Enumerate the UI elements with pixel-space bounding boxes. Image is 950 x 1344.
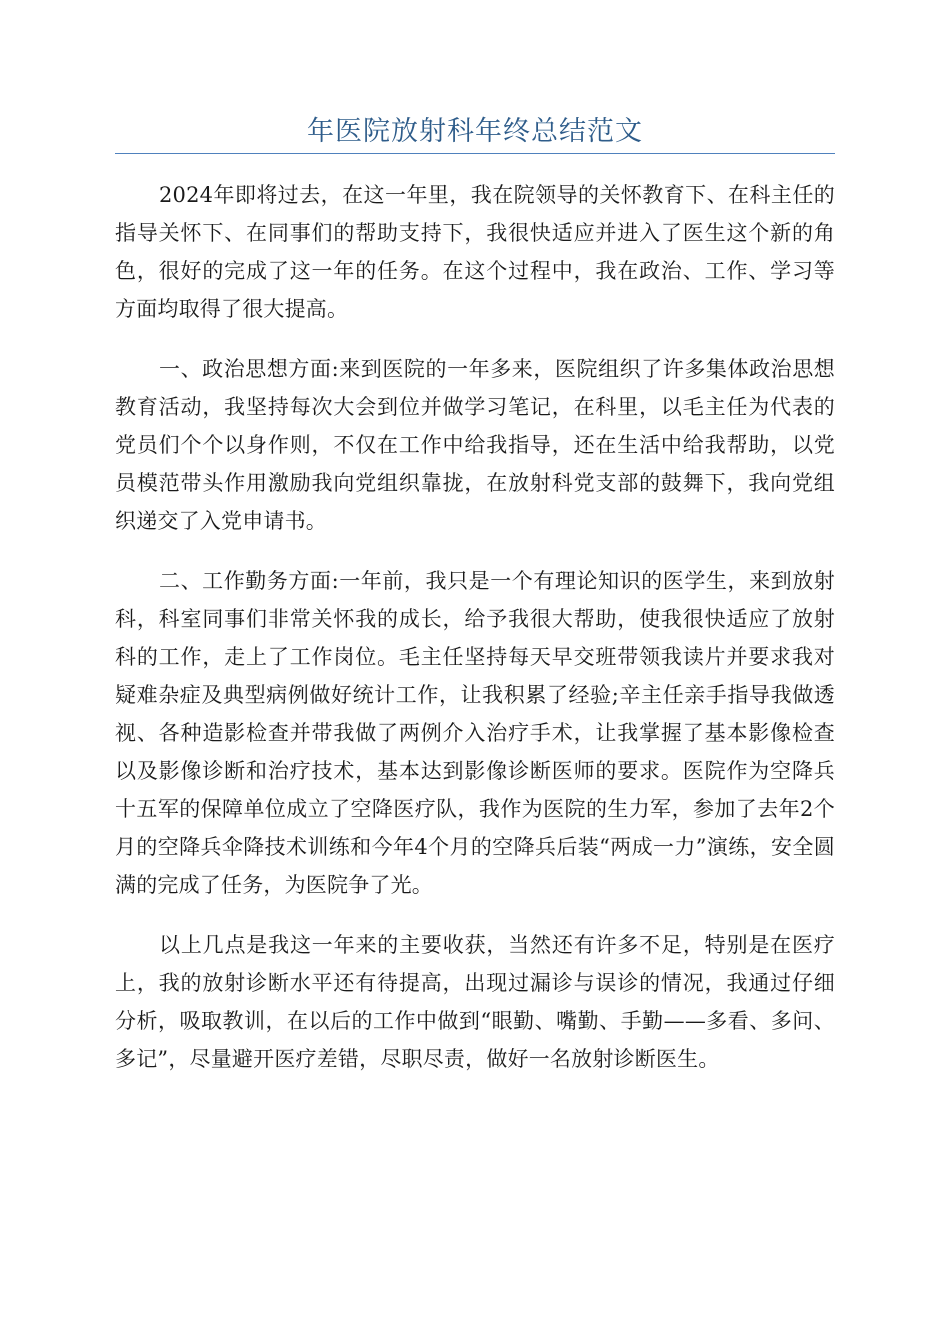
paragraph-intro: 2024年即将过去，在这一年里，我在院领导的关怀教育下、在科主任的指导关怀下、在同事们的帮助支持下，我很快适应并进入了医生这个新的角色，很好的完成了这一年的任务。在这个过程中，我在政治、工作、学习等方面均取得了很大提高。 (115, 183, 835, 321)
paragraph-political: 一、政治思想方面:来到医院的一年多来，医院组织了许多集体政治思想教育活动，我坚持每次大会到位并做学习笔记，在科里，以毛主任为代表的党员们个个以身作则，不仅在工作中给我指导，还在生活中给我帮助，以党员模范带头作用激励我向党组织靠拢，在放射科党支部的鼓舞下，我向党组织递交了入党申请书。 (115, 357, 835, 533)
document-body (115, 176, 835, 1100)
paragraph-summary: 以上几点是我这一年来的主要收获，当然还有许多不足，特别是在医疗上，我的放射诊断水平还有待提高，出现过漏诊与误诊的情况，我通过仔细分析，吸取教训，在以后的工作中做到“眼勤、嘴勤、手勤——多看、多问、多记”，尽量避开医疗差错，尽职尽责，做好一名放射诊断医生。 (115, 933, 835, 1071)
title-underline (115, 153, 835, 154)
document-title: 年医院放射科年终总结范文 (307, 116, 643, 147)
paragraph-work: 二、工作勤务方面:一年前，我只是一个有理论知识的医学生，来到放射科，科室同事们非常关怀我的成长，给予我很大帮助，使我很快适应了放射科的工作，走上了工作岗位。毛主任坚持每天早交班带领我读片并要求我对疑难杂症及典型病例做好统计工作，让我积累了经验;辛主任亲手指导我做透视、各种造影检查并带我做了两例介入治疗手术，让我掌握了基本影像检查以及影像诊断和治疗技术，基本达到影像诊断医师的要求。医院作为空降兵十五军的保障单位成立了空降医疗队，我作为医院的生力军，参加了去年2个月的空降兵伞降技术训练和今年4个月的空降兵后装“两成一力”演练，安全圆满的完成了任务，为医院争了光。 (115, 569, 835, 897)
